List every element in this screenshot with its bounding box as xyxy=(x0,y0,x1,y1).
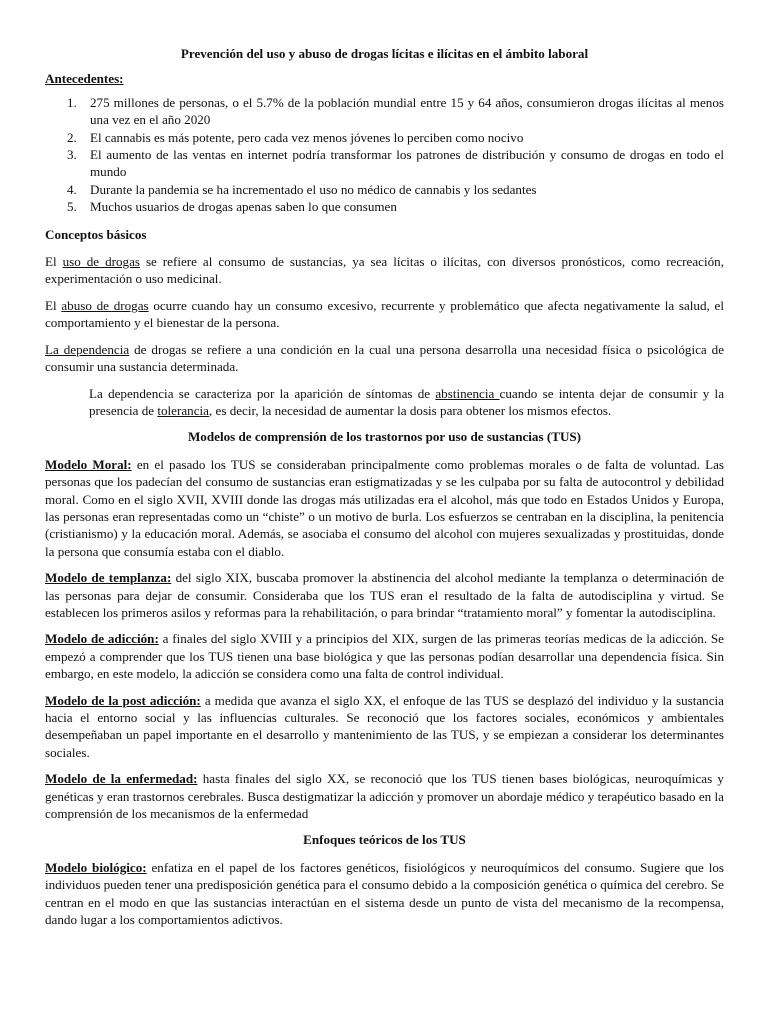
antecedentes-list xyxy=(45,94,724,216)
model-label: Modelo de adicción: xyxy=(45,631,159,647)
section-heading-modelos: Modelos de comprensión de los trastornos por uso de sustancias (TUS) xyxy=(187,429,582,445)
list-number: 3. xyxy=(67,147,77,163)
text: ocurre cuando hay un consumo excesivo, recurrente y problemático que afecta negativamente la salud, el comportamiento y el bienestar de la persona. xyxy=(45,297,724,331)
paragraph-dependencia-detail xyxy=(89,385,724,420)
model-text: a finales del siglo XVIII y a principios del XIX, surgen de las primeras teorías medicas de la adicción. Se empezó a comprender que los TUS tienen una base biológica y que las personas podían desarrollar una dependencia física. Sin embargo, en este modelo, la adicción se considera como una falta de control individual. xyxy=(45,631,724,682)
model-label: Modelo biológico: xyxy=(45,859,147,875)
model-label: Modelo de la post adicción: xyxy=(45,692,201,708)
list-item-text: El aumento de las ventas en internet podría transformar los patrones de distribución y consumo de drogas en todo el mundo xyxy=(90,147,724,180)
paragraph-modelo-biologico xyxy=(45,859,724,929)
paragraph-modelo-moral xyxy=(45,456,724,560)
paragraph-modelo-templanza xyxy=(45,569,724,621)
text: El xyxy=(45,254,63,270)
section-heading-enfoques: Enfoques teóricos de los TUS xyxy=(303,832,466,848)
model-text: enfatiza en el papel de los factores genéticos, fisiológicos y neuroquímicos del consumo. Sugiere que los individuos pueden tener una predisposición genética para el consumo debido a la composición genética o química del cerebro. Se centran en el modo en que las sustancias interactúan en el sistema desde un punto de vista del mecanismo de la recompensa, dando lugar a los comportamientos adictivos. xyxy=(45,859,725,928)
list-number: 2. xyxy=(67,129,77,145)
paragraph-uso xyxy=(45,253,724,288)
text: El xyxy=(45,297,62,313)
list-item-text: Durante la pandemia se ha incrementado el uso no médico de cannabis y los sedantes xyxy=(90,181,537,197)
list-number: 1. xyxy=(67,94,77,110)
list-item-text: Muchos usuarios de drogas apenas saben lo que consumen xyxy=(90,199,397,215)
text: cuando se intenta dejar de consumir y la presencia de xyxy=(89,385,725,418)
list-item xyxy=(67,181,724,198)
section-heading-antecedentes: Antecedentes: xyxy=(45,71,124,87)
model-text: en el pasado los TUS se consideraban principalmente como problemas morales o de falta de voluntad. Las personas que los padecían del consumo de sustancias eran estigmatizadas y se les culpaba por su falta de autocontrol y debilidad moral. Como en el siglo XVII, XVIII donde las drogas más utilizadas era el alcohol, más que todo en Estados Unidos y Europa, las personas eran representadas como un “chiste” o un motivo de burla. Los esfuerzos se centraban en la disciplina, la penitencia (cristianismo) y la educación moral. Además, se asociaba el consumo del alcohol con mujeres sexualizadas y prostituidas, donde la persona que consumía estaba con el diablo. xyxy=(45,456,724,559)
text: de drogas se refiere a una condición en la cual una persona desarrolla una necesidad física o psicológica de consumir una sustancia determinada. xyxy=(45,341,725,375)
term-dependencia: La dependencia xyxy=(45,341,130,357)
term-abstinencia: abstinencia xyxy=(435,385,500,401)
list-number: 5. xyxy=(67,199,77,215)
section-heading-conceptos: Conceptos básicos xyxy=(45,226,147,242)
paragraph-abuso xyxy=(45,297,724,332)
text: La dependencia se caracteriza por la aparición de síntomas de xyxy=(89,385,436,401)
paragraph-dependencia xyxy=(45,341,724,376)
term-uso-de-drogas: uso de drogas xyxy=(62,254,140,270)
list-item xyxy=(67,198,724,215)
document-title: Prevención del uso y abuso de drogas lícitas e ilícitas en el ámbito laboral xyxy=(180,46,589,61)
list-item-text: 275 millones de personas, o el 5.7% de la población mundial entre 15 y 64 años, consumieron drogas ilícitas al menos una vez en el año 2020 xyxy=(90,94,724,128)
list-item-text: El cannabis es más potente, pero cada vez menos jóvenes lo perciben como nocivo xyxy=(90,129,524,145)
model-text: a medida que avanza el siglo XX, el enfoque de las TUS se desplazó del individuo y la sustancia hacia el entorno social y las influencias culturales. Se reconoció que los factores sociales, económicos y ambientales desempeñaban un papel importante en el desarrollo y mantenimiento de las TUS, y se empiezan a considerar los determinantes sociales. xyxy=(45,692,724,760)
text: , es decir, la necesidad de aumentar la dosis para obtener los mismos efectos. xyxy=(208,402,612,418)
paragraph-modelo-post-adiccion xyxy=(45,692,724,762)
model-text: del siglo XIX, buscaba promover la abstinencia del alcohol mediante la templanza o determinación de las personas para dejar de consumir. Consideraba que los TUS eran el resultado de la falta de autodisciplina y virtud. Se establecen los primeros asilos y reformas para la rehabilitación, o para brindar “tratamiento moral” y fomentar la autodisciplina. xyxy=(45,570,725,620)
paragraph-modelo-enfermedad xyxy=(45,770,724,822)
list-number: 4. xyxy=(67,181,77,197)
list-item xyxy=(67,129,724,146)
term-tolerancia: tolerancia xyxy=(157,402,209,418)
model-text: hasta finales del siglo XX, se reconoció que los TUS tienen bases biológicas, neuroquímicas y genéticas y eran trastornos cerebrales. Busca destigmatizar la adicción y promover un abordaje médico y terapéutico basado en la comprensión de los mecanismos de la enfermedad xyxy=(45,771,724,822)
list-item xyxy=(67,94,724,129)
paragraph-modelo-adiccion xyxy=(45,630,724,682)
text: se refiere al consumo de sustancias, ya sea lícitas o ilícitas, con diversos pronósticos, como recreación, experimentación o uso medicinal. xyxy=(45,254,724,287)
model-label: Modelo de la enfermedad: xyxy=(45,771,198,787)
list-item xyxy=(67,146,724,181)
term-abuso-de-drogas: abuso de drogas xyxy=(61,297,149,313)
model-label: Modelo de templanza: xyxy=(45,570,172,586)
model-label: Modelo Moral: xyxy=(45,456,132,472)
